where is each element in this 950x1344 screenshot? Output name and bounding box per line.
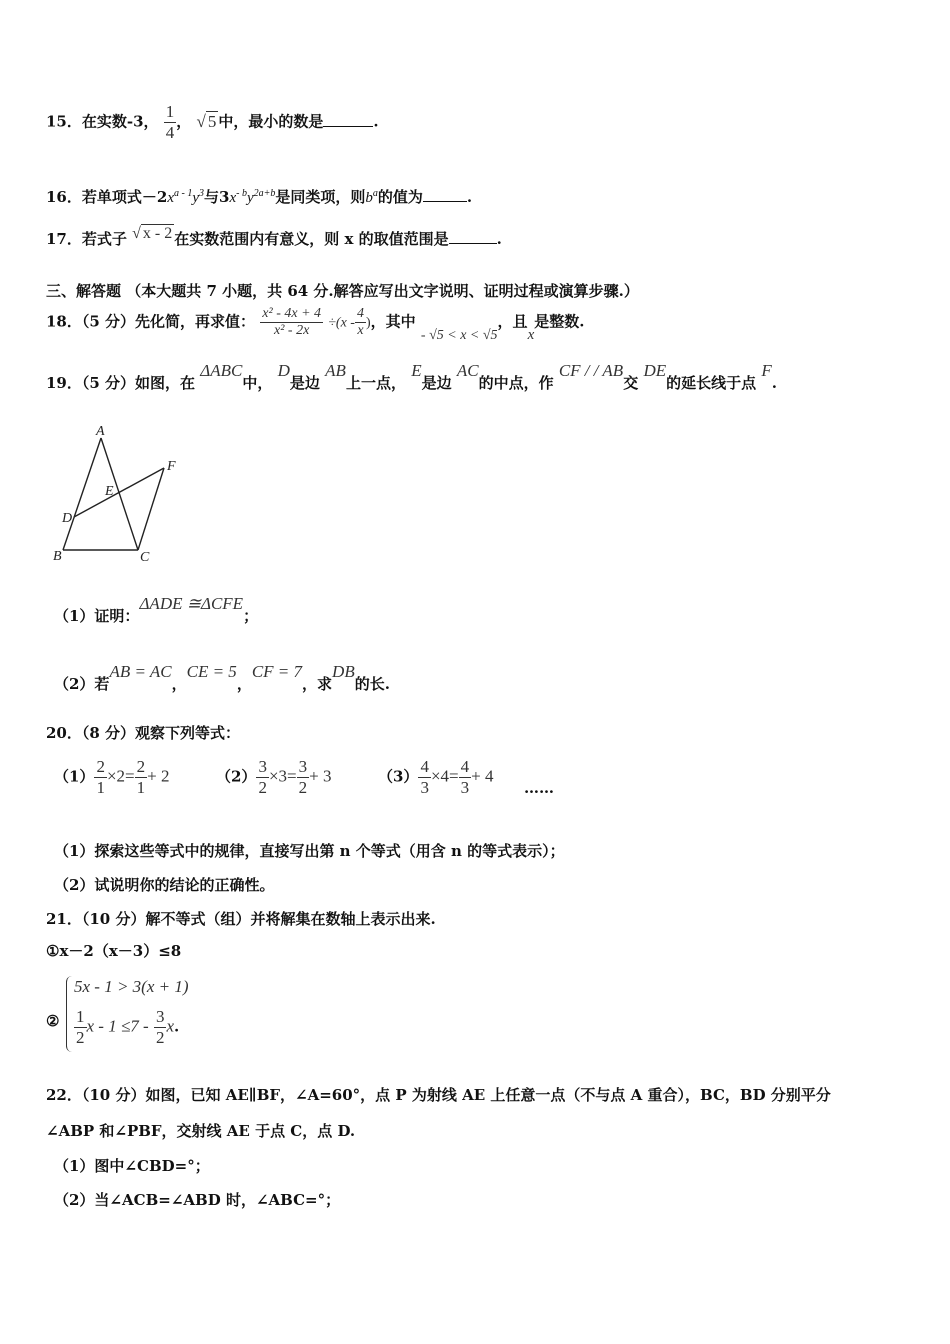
- comma: ，: [171, 675, 187, 693]
- inequality-1: [74, 977, 189, 997]
- congruence-expr: ΔADE ≅ΔCFE: [139, 594, 244, 613]
- label-b: B: [53, 549, 62, 564]
- question-text: 是边: [289, 374, 320, 392]
- label-a: A: [96, 424, 105, 439]
- question-text: 中，最小的数是: [218, 112, 324, 131]
- denominator: 3: [460, 778, 470, 797]
- triangle-figure: [48, 420, 198, 570]
- denominator: 1: [96, 778, 105, 797]
- numerator: x² - 4x + 4: [262, 306, 322, 321]
- equation-label: （1）: [54, 767, 95, 786]
- denominator: 3: [420, 778, 429, 797]
- comma: ，: [236, 675, 252, 693]
- question-19: [46, 361, 777, 393]
- equation-label: （3）: [378, 767, 419, 786]
- denominator: 1: [136, 778, 146, 797]
- part-label: （2）若: [54, 675, 110, 693]
- point-e: E: [411, 361, 422, 380]
- equation-2: [216, 757, 331, 798]
- close-paren: ): [365, 315, 371, 331]
- period: .: [373, 112, 379, 131]
- question-21: [46, 908, 436, 929]
- plus-expr: + 3: [309, 766, 332, 786]
- question-22-part-1: （1）图中∠CBD=°；: [54, 1157, 210, 1175]
- question-text: ，且: [497, 312, 528, 331]
- question-22-line-2: ∠ABP 和∠PBF，交射线 AE 于点 C，点 D.: [46, 1122, 356, 1140]
- equation-label: （2）: [216, 767, 257, 786]
- question-text: ，其中: [370, 312, 416, 331]
- question-text: 是边: [421, 374, 452, 392]
- range-expr: - √5 < x < √5: [420, 327, 498, 343]
- answer-blank: [323, 126, 373, 127]
- fraction-4-over-x: [355, 306, 366, 339]
- question-18: [46, 306, 585, 343]
- fraction-expression: [260, 306, 323, 339]
- question-number: 21．: [46, 910, 82, 928]
- part-label: （1）证明：: [54, 607, 140, 625]
- question-text: ，求: [302, 675, 333, 693]
- period: .: [466, 188, 473, 206]
- question-text: 是同类项，则: [275, 188, 366, 206]
- condition-3: CF = 7: [251, 662, 303, 681]
- question-22-part-2: （2）当∠ACB=∠ABD 时，∠ABC=°；: [54, 1191, 341, 1209]
- inequality-text: 5x - 1 > 3(x + 1): [74, 977, 189, 996]
- denominator: 2: [298, 778, 308, 797]
- segment-de: DE: [643, 361, 667, 380]
- denominator: x² - 2x: [274, 323, 310, 338]
- question-number: 18．: [46, 312, 82, 331]
- question-19-part-2: [54, 662, 390, 694]
- question-text: 在实数范围内有意义，则 x 的取值范围是: [174, 230, 449, 248]
- question-17: [46, 225, 502, 249]
- point-d: D: [277, 361, 290, 380]
- fraction-half: [74, 1007, 87, 1048]
- sqrt-x-minus-2: √ x - 2: [132, 225, 173, 242]
- equation-1: [54, 757, 169, 798]
- question-text: 在实数-3，: [81, 112, 159, 131]
- question-20: [46, 722, 240, 743]
- period: .: [771, 374, 777, 392]
- numerator: 3: [258, 757, 267, 776]
- question-text: 若单项式－2: [81, 188, 168, 206]
- comma: ，: [176, 112, 192, 131]
- numerator: 4: [420, 757, 429, 776]
- denominator: 2: [76, 1028, 85, 1047]
- answer-blank: [449, 243, 497, 244]
- denominator: 2: [155, 1028, 165, 1047]
- question-21-part-1: ①x－2（x－3）≤8: [46, 942, 182, 960]
- monomial-1: $x^{a - 1}y^3$: [167, 188, 205, 206]
- times-expr: ×3=: [268, 766, 297, 786]
- inequality-2: [74, 1007, 179, 1048]
- numerator: 2: [136, 757, 146, 776]
- question-19-part-1: [54, 594, 259, 626]
- fraction: [135, 757, 148, 798]
- var-x: x: [166, 1016, 174, 1036]
- system-brace: [66, 976, 73, 1052]
- question-text: 是整数.: [534, 312, 585, 331]
- var-x: x: [527, 326, 535, 343]
- denominator: x: [357, 323, 364, 338]
- question-number: 16．: [46, 188, 82, 206]
- numerator: 1: [165, 102, 175, 121]
- question-text: 与3: [204, 188, 230, 206]
- question-20-part-1: （1）探索这些等式中的规律，直接写出第 n 个等式（用含 n 的等式表示）；: [54, 842, 565, 860]
- label-d: D: [62, 511, 73, 526]
- plus-expr: + 2: [147, 766, 170, 786]
- question-15: [46, 102, 379, 143]
- ellipsis: ……: [524, 779, 554, 797]
- numerator: 1: [76, 1007, 85, 1026]
- side-ab: [63, 438, 101, 550]
- sqrt-5: √ 5: [196, 111, 217, 131]
- triangle-abc: ΔABC: [200, 361, 243, 380]
- point-f: F: [761, 361, 772, 380]
- plus-expr: + 4: [471, 766, 494, 786]
- numerator: 4: [460, 757, 470, 776]
- fraction: [94, 757, 107, 798]
- monomial-2: $x^{- b}y^{2a+b}$: [229, 188, 276, 206]
- question-22-line-1: 22．（10 分）如图，已知 AE∥BF，∠A=60°，点 P 为射线 AE 上任意一点（不与点 A 重合），BC，BD 分别平分: [46, 1086, 831, 1104]
- period: .: [496, 230, 502, 248]
- power-b-a: $b^a$: [365, 188, 378, 206]
- numerator: 4: [356, 306, 364, 321]
- segment-ab: AB: [325, 361, 346, 380]
- question-16: [46, 186, 472, 207]
- label-e: E: [105, 484, 114, 499]
- times-expr: ×4=: [430, 766, 459, 786]
- question-text: 交: [623, 374, 639, 392]
- denominator: 4: [165, 123, 175, 142]
- radicand: x - 2: [142, 225, 173, 242]
- question-text: 的值为: [377, 188, 423, 206]
- numerator: 3: [155, 1007, 165, 1026]
- question-text: （10 分）解不等式（组）并将解集在数轴上表示出来.: [81, 910, 436, 928]
- segment-ac: AC: [456, 361, 479, 380]
- segment-db: DB: [332, 662, 355, 681]
- section-heading: 三、解答题 （本大题共 7 小题，共 64 分.解答应写出文字说明、证明过程或演算步骤.）: [46, 282, 639, 300]
- times-expr: ×2=: [106, 766, 135, 786]
- denominator: 2: [258, 778, 267, 797]
- question-text: 上一点，: [345, 374, 406, 392]
- inequality-text: x - 1 ≤7 -: [86, 1016, 149, 1036]
- fraction: [418, 757, 431, 798]
- numerator: 2: [96, 757, 105, 776]
- answer-blank: [423, 201, 467, 202]
- question-text: 的长.: [354, 675, 390, 693]
- question-number: 17．: [46, 230, 82, 248]
- question-text: （5 分）先化简，再求值：: [81, 312, 256, 331]
- fraction: [297, 757, 310, 798]
- fraction-one-quarter: [164, 102, 177, 143]
- question-number: 20．: [46, 724, 82, 742]
- question-number: 19．: [46, 374, 82, 392]
- question-text: 的延长线于点: [666, 374, 757, 392]
- label-c: C: [140, 550, 150, 565]
- question-text: 若式子: [81, 230, 127, 248]
- semicolon: ；: [243, 607, 259, 625]
- label-f: F: [167, 459, 176, 474]
- fraction: [256, 757, 269, 798]
- fraction: [459, 757, 472, 798]
- period: .: [173, 1017, 180, 1036]
- question-text: 的中点，作: [478, 374, 554, 392]
- equation-3: [378, 757, 493, 798]
- question-text: 中，: [242, 374, 273, 392]
- parallel-expr: CF / / AB: [558, 361, 624, 380]
- question-21-part-2-label: ②: [46, 1012, 60, 1030]
- condition-1: AB = AC: [109, 662, 172, 681]
- condition-2: CE = 5: [186, 662, 237, 681]
- fraction-three-halves: [154, 1007, 167, 1048]
- question-text: （8 分）观察下列等式：: [81, 724, 241, 742]
- division-expr: ÷(x -: [328, 315, 355, 331]
- question-20-part-2: （2）试说明你的结论的正确性。: [54, 876, 275, 894]
- numerator: 3: [298, 757, 308, 776]
- question-text: （5 分）如图，在: [81, 374, 196, 392]
- radicand: 5: [207, 111, 217, 131]
- question-number: 15．: [46, 112, 82, 131]
